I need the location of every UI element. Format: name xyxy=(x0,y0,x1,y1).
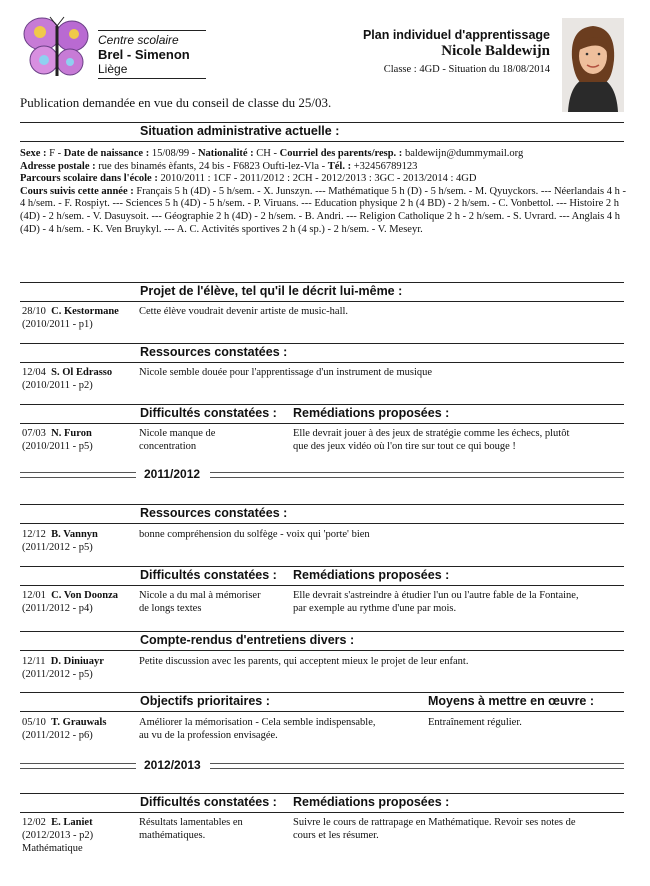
school-block xyxy=(98,30,206,79)
student-name: Nicole Baldewijn xyxy=(441,43,550,59)
student-photo xyxy=(562,18,624,112)
plan-title: Plan individuel d'apprentissage xyxy=(362,28,550,42)
student-meta: Classe : 4GD - Situation du 18/08/2014 xyxy=(383,64,550,75)
section-projet: Projet de l'élève, tel qu'il le décrit lui-même : xyxy=(20,282,624,302)
section-objectifs: Objectifs prioritaires : Moyens à mettre en œuvre : xyxy=(20,692,624,712)
butterfly-logo-icon xyxy=(20,14,94,86)
publication-note: Publication demandée en vue du conseil de classe du 25/03. xyxy=(20,95,332,110)
section-difficultes: Difficultés constatées : Remédiations proposées : xyxy=(20,566,624,586)
section-entretiens: Compte-rendus d'entretiens divers : xyxy=(20,631,624,651)
section-difficultes: Difficultés constatées : Remédiations proposées : xyxy=(20,404,624,424)
section-difficultes: Difficultés constatées : Remédiations proposées : xyxy=(20,793,624,813)
year-divider: 2012/2013 xyxy=(20,757,624,775)
year-divider: 2011/2012 xyxy=(20,466,624,484)
section-admin xyxy=(20,122,624,142)
section-ressources: Ressources constatées : xyxy=(20,504,624,524)
section-title: Situation administrative actuelle : xyxy=(140,124,340,138)
school-top: Centre scolaire xyxy=(98,33,179,47)
section-ressources: Ressources constatées : xyxy=(20,343,624,363)
school-name: Brel - Simenon xyxy=(98,47,190,62)
admin-info: Sexe : F - Date de naissance : 15/08/99 - Nationalité : CH - Courriel des parents/resp. : baldewijn@dummymail.org Adresse postale : rue des binamés èfants, 24 bis - F6823 Oufti-lez-Vla - Tél. : +32456789123 Parcours scolaire dans l'école : 2010/2011 : 1CF - 2011/2012 : 2CH - 2012/2013 : 3GC - 2013/2014 : 4GD Cours suivis cette année : Français 5 h (4D) - 5 h/sem. - X. Junszyn. --- Mathématique 5 h (D) - 5 h/sem. - M. Qyuyckors. --- Néerlandais 4 h - 4 h/sem. - F. Rospiyt. --- Sciences 5 h (4D) - 5 h/sem. - P. Viruans. --- Education physique 2 h (4 BD) - 2 h/sem. - C. Vonbettol. --- Histoire 2 h (4D) - 2 h/sem. - V. Dasuysoit. --- Géographie 2 h (4D) - 2 h/sem. - B. Andri. --- Religion Catholique 2 h - 2 h/sem. - S. Uvrard. --- Anglais 4 h (4D) - 4 h/sem. - K. Ven Bruykyl. --- A. C. Activités sportives 2 h (4 sp.) - 2 h/sem. - V. Meseyr. xyxy=(20,148,626,235)
school-city: Liège xyxy=(98,62,128,76)
